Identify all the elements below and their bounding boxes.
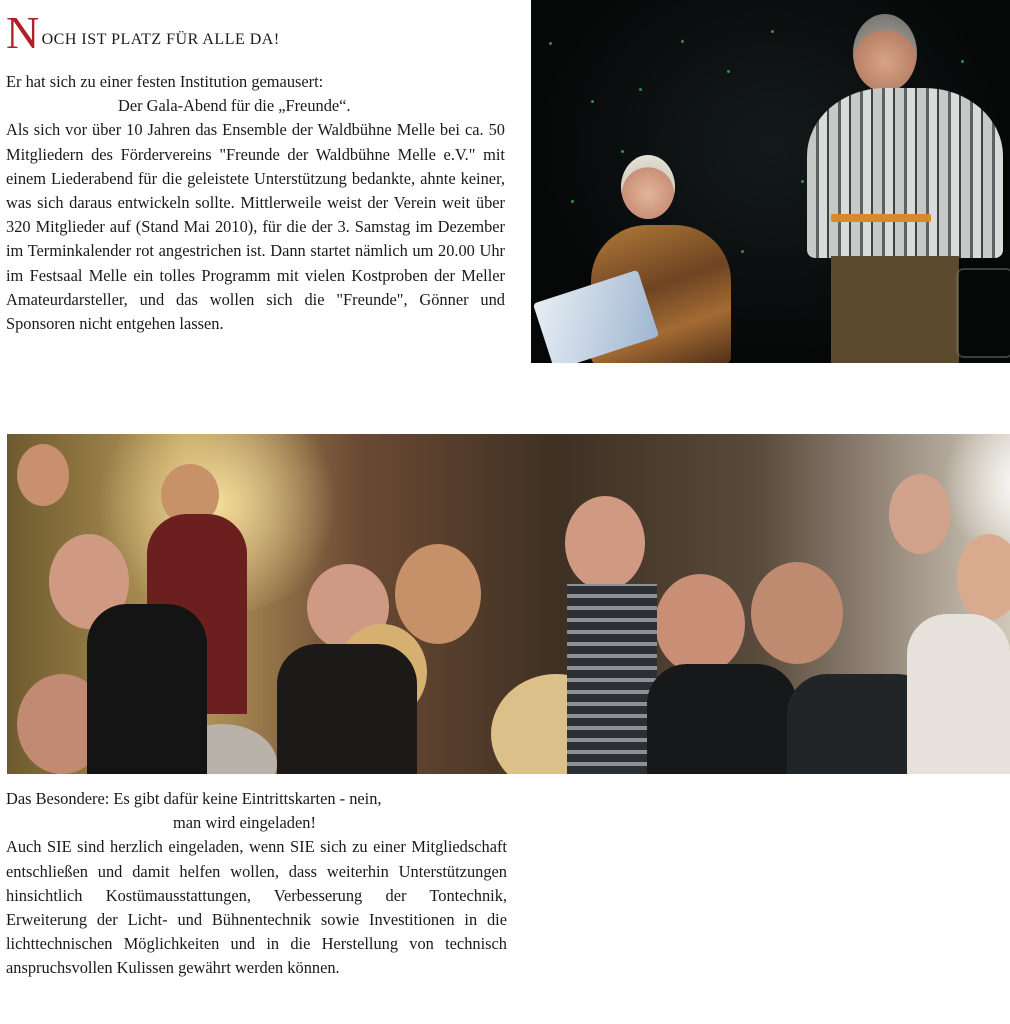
caption-line-1: Das Besondere: Es gibt dafür keine Eintrittskarten - nein, [6,789,382,808]
paragraph-2: Auch SIE sind herzlich eingeladen, wenn SIE sich zu einer Mitgliedschaft entschließen und damit helfen wollen, dass weiterhin Unterstützungen hinsichtlich Kostümausstattungen, Verbesserung der Tontechnik, Erweiterung der Licht- und Bühnentechnik sowie Investitionen in die lichttechnischen Möglichkeiten und in die Herstellung von technisch anspruchsvollen Kulissen gewährt werden können. [6,837,507,978]
article-title [6,4,521,58]
title-dropcap: N [6,7,40,58]
drum-kit [956,268,1010,358]
intro-text-block [6,70,505,336]
intro-line-2: Der Gala-Abend für die „Freunde“. [118,96,351,116]
crowd-photo [7,434,1010,774]
closing-text-block [6,787,507,981]
trousers [831,256,959,363]
title-text: OCH IST PLATZ FÜR ALLE DA! [41,31,280,48]
intro-line-1: Er hat sich zu einer festen Institution gemausert: [6,72,324,91]
tray [831,214,931,222]
stage-photo [531,0,1010,363]
caption-line-2: man wird eingeladen! [173,813,316,833]
paragraph-1: Als sich vor über 10 Jahren das Ensemble der Waldbühne Melle bei ca. 50 Mitgliedern des Fördervereins "Freunde der Waldbühne Melle e.V." mit einem Liederabend für die geleistete Unterstützung bedankte, ahnte keiner, was sich daraus entwickeln sollte. Mittlerweile weist der Verein weit über 320 Mitglieder auf (Stand Mai 2010), für die der 3. Samstag im Dezember im Terminkalender rot angestrichen ist. Dann startet nämlich um 20.00 Uhr im Festsaal Melle ein tolles Programm mit vielen Kostproben der Meller Amateurdarsteller, und das wollen sich die "Freunde", Gönner und Sponsoren nicht entgehen lassen. [6,120,505,334]
